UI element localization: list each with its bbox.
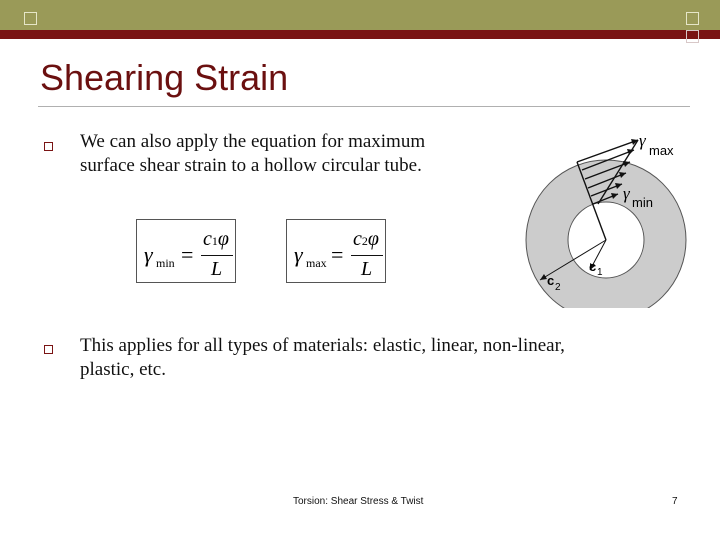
numerator-c: c xyxy=(203,228,212,250)
numerator-subscript: 1 xyxy=(211,234,218,248)
numerator-c: c xyxy=(353,228,362,250)
c1-subscript: 1 xyxy=(597,267,603,278)
page-number: 7 xyxy=(672,496,678,507)
equation-denominator: L xyxy=(211,258,223,280)
bullet-2-line-1: This applies for all types of materials: elastic, linear, non-linear, xyxy=(80,335,565,356)
numerator-subscript: 2 xyxy=(361,234,368,248)
fraction-bar xyxy=(201,255,233,256)
hollow-tube-diagram xyxy=(520,128,700,308)
bullet-marker xyxy=(44,345,53,354)
bullet-1-text xyxy=(80,130,425,178)
c1-label: c xyxy=(589,259,597,274)
slide-footer: Torsion: Shear Stress & Twist xyxy=(293,496,424,507)
equation-numerator xyxy=(353,228,379,251)
bullet-marker xyxy=(44,142,53,151)
equals-sign: = xyxy=(181,242,194,267)
bullet-2-line-2: plastic, etc. xyxy=(80,359,166,380)
equation-numerator xyxy=(203,228,229,251)
equation-gamma-max xyxy=(286,219,386,283)
numerator-phi: φ xyxy=(367,228,379,250)
gamma-min-symbol: γ xyxy=(623,184,630,203)
header-accent-bar xyxy=(0,30,720,39)
numerator-phi: φ xyxy=(217,228,229,250)
gamma-max-symbol: γ xyxy=(639,131,646,150)
equation-lhs-subscript: min xyxy=(156,256,175,270)
decor-cell xyxy=(686,12,699,25)
equals-sign: = xyxy=(331,242,344,267)
bullet-1-line-2: surface shear strain to a hollow circular tube. xyxy=(80,155,422,176)
equation-lhs: γ xyxy=(144,242,153,267)
c2-subscript: 2 xyxy=(555,282,561,293)
equation-lhs-subscript: max xyxy=(306,256,327,270)
title-divider xyxy=(38,106,690,107)
header-band xyxy=(0,0,720,30)
equation-lhs: γ xyxy=(294,242,303,267)
equation-denominator: L xyxy=(361,258,373,280)
slide-title: Shearing Strain xyxy=(40,57,289,98)
decor-cell xyxy=(686,30,699,43)
gamma-max-subscript: max xyxy=(649,143,674,158)
bullet-1-line-1: We can also apply the equation for maximum xyxy=(80,131,426,152)
gamma-min-subscript: min xyxy=(632,195,653,210)
fraction-bar xyxy=(351,255,383,256)
equation-gamma-min xyxy=(136,219,236,283)
c2-label: c xyxy=(547,273,555,288)
decor-cell xyxy=(24,12,37,25)
bullet-2-text xyxy=(80,334,565,382)
